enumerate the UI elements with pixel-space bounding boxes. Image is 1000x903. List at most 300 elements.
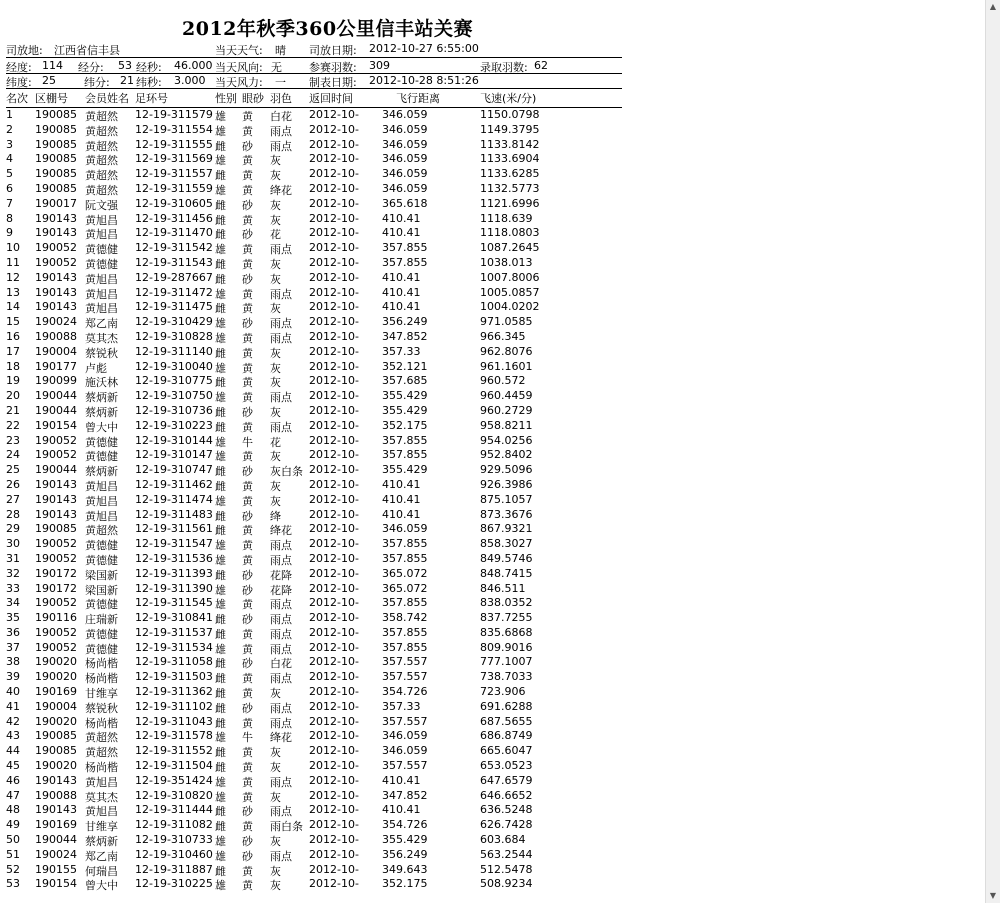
cell-sex: 雌 <box>215 672 226 686</box>
cell-rank: 32 <box>6 566 20 580</box>
cell-rank: 53 <box>6 877 20 891</box>
cell-sex: 雌 <box>215 627 226 641</box>
cell-loft: 190085 <box>35 137 77 151</box>
cell-sex: 雌 <box>215 302 226 316</box>
cell-member: 黄超然 <box>85 169 118 183</box>
cell-sex: 雌 <box>215 257 226 271</box>
cell-eye: 黄 <box>242 879 253 893</box>
cell-loft: 190020 <box>35 759 77 773</box>
longitude-label: 经度: <box>6 61 32 74</box>
cell-ring: 12-19-287667 <box>135 270 213 284</box>
cell-ring: 12-19-310820 <box>135 788 213 802</box>
cell-return-time: 2012-10- <box>309 847 359 861</box>
cell-ring: 12-19-311140 <box>135 344 213 358</box>
cell-rank: 46 <box>6 773 20 787</box>
table-row <box>6 774 626 789</box>
cell-loft: 190085 <box>35 729 77 743</box>
cell-ring: 12-19-311043 <box>135 714 213 728</box>
cell-ring: 12-19-310775 <box>135 374 213 388</box>
cell-loft: 190154 <box>35 877 77 891</box>
cell-member: 蔡炳新 <box>85 391 118 405</box>
cell-return-time: 2012-10- <box>309 833 359 847</box>
cell-color: 绛花 <box>270 183 292 197</box>
cell-eye: 砂 <box>242 849 253 863</box>
cell-rank: 30 <box>6 537 20 551</box>
cell-rank: 6 <box>6 181 13 195</box>
cell-color: 绛花 <box>270 524 292 538</box>
cell-sex: 雄 <box>215 775 226 789</box>
cell-ring: 12-19-310605 <box>135 196 213 210</box>
cell-distance: 410.41 <box>382 300 421 314</box>
cell-distance: 356.249 <box>382 847 428 861</box>
cell-eye: 黄 <box>242 213 253 227</box>
cell-return-time: 2012-10- <box>309 596 359 610</box>
cell-member: 曾大中 <box>85 420 118 434</box>
cell-eye: 砂 <box>242 198 253 212</box>
cell-return-time: 2012-10- <box>309 433 359 447</box>
cell-rank: 48 <box>6 803 20 817</box>
cell-ring: 12-19-310429 <box>135 315 213 329</box>
cell-speed: 1118.639 <box>480 211 533 225</box>
cell-eye: 砂 <box>242 613 253 627</box>
cell-loft: 190024 <box>35 315 77 329</box>
cell-ring: 12-19-311537 <box>135 625 213 639</box>
cell-loft: 190085 <box>35 108 77 121</box>
cell-loft: 190169 <box>35 818 77 832</box>
cell-distance: 346.059 <box>382 108 428 121</box>
table-row <box>6 167 626 182</box>
table-row <box>6 759 626 774</box>
cell-distance: 346.059 <box>382 167 428 181</box>
cell-member: 黄旭昌 <box>85 509 118 523</box>
cell-ring: 12-19-311456 <box>135 211 213 225</box>
cell-speed: 603.684 <box>480 833 526 847</box>
cell-eye: 砂 <box>242 568 253 582</box>
cell-ring: 12-19-310223 <box>135 418 213 432</box>
header-member: 会员姓名 <box>85 92 129 105</box>
cell-color: 灰 <box>270 376 281 390</box>
wind-force-label: 当天风力: <box>215 76 263 89</box>
cell-eye: 黄 <box>242 598 253 612</box>
cell-speed: 960.572 <box>480 374 526 388</box>
cell-eye: 黄 <box>242 361 253 375</box>
cell-distance: 357.855 <box>382 241 428 255</box>
cell-loft: 190052 <box>35 640 77 654</box>
cell-eye: 黄 <box>242 790 253 804</box>
table-row <box>6 197 626 212</box>
table-row <box>6 537 626 552</box>
cell-ring: 12-19-311362 <box>135 685 213 699</box>
cell-rank: 13 <box>6 285 20 299</box>
cell-member: 庄瑞新 <box>85 613 118 627</box>
cell-ring: 12-19-351424 <box>135 773 213 787</box>
cell-eye: 黄 <box>242 420 253 434</box>
cell-distance: 357.557 <box>382 714 428 728</box>
cell-distance: 346.059 <box>382 137 428 151</box>
cell-ring: 12-19-311470 <box>135 226 213 240</box>
cell-eye: 黄 <box>242 479 253 493</box>
cell-sex: 雌 <box>215 465 226 479</box>
cell-sex: 雌 <box>215 198 226 212</box>
release-date: 2012-10-27 6:55:00 <box>369 42 479 55</box>
table-row <box>6 789 626 804</box>
cell-sex: 雄 <box>215 110 226 123</box>
cell-color: 灰 <box>270 346 281 360</box>
cell-sex: 雄 <box>215 331 226 345</box>
cell-color: 雨点 <box>270 420 292 434</box>
table-row <box>6 803 626 818</box>
cell-rank: 5 <box>6 167 13 181</box>
cell-distance: 357.557 <box>382 670 428 684</box>
cell-speed: 838.0352 <box>480 596 533 610</box>
cell-sex: 雌 <box>215 169 226 183</box>
cell-ring: 12-19-311561 <box>135 522 213 536</box>
longitude-sec-label: 经秒: <box>136 61 162 74</box>
cell-distance: 355.429 <box>382 463 428 477</box>
cell-sex: 雄 <box>215 361 226 375</box>
table-row <box>6 863 626 878</box>
cell-color: 雨点 <box>270 775 292 789</box>
cell-return-time: 2012-10- <box>309 640 359 654</box>
cell-rank: 11 <box>6 255 20 269</box>
cell-rank: 15 <box>6 315 20 329</box>
cell-ring: 12-19-311058 <box>135 655 213 669</box>
cell-return-time: 2012-10- <box>309 122 359 136</box>
cell-ring: 12-19-311552 <box>135 744 213 758</box>
info-row-latitude <box>6 74 622 89</box>
table-row <box>6 152 626 167</box>
cell-speed: 966.345 <box>480 329 526 343</box>
cell-eye: 黄 <box>242 716 253 730</box>
cell-rank: 21 <box>6 403 20 417</box>
cell-ring: 12-19-311462 <box>135 477 213 491</box>
cell-sex: 雄 <box>215 450 226 464</box>
cell-color: 灰 <box>270 494 281 508</box>
cell-ring: 12-19-310747 <box>135 463 213 477</box>
cell-loft: 190085 <box>35 152 77 166</box>
table-row <box>6 463 626 478</box>
cell-color: 雨点 <box>270 672 292 686</box>
cell-eye: 黄 <box>242 287 253 301</box>
cell-loft: 190052 <box>35 255 77 269</box>
header-color: 羽色 <box>270 92 292 105</box>
info-row-release <box>6 42 622 57</box>
cell-rank: 31 <box>6 551 20 565</box>
page-title: 2012年秋季360公里信丰站关赛 <box>182 18 474 40</box>
cell-loft: 190017 <box>35 196 77 210</box>
cell-speed: 846.511 <box>480 581 526 595</box>
cell-speed: 626.7428 <box>480 818 533 832</box>
cell-sex: 雌 <box>215 716 226 730</box>
cell-member: 甘维享 <box>85 820 118 834</box>
cell-rank: 34 <box>6 596 20 610</box>
cell-distance: 355.429 <box>382 403 428 417</box>
table-row <box>6 700 626 715</box>
cell-return-time: 2012-10- <box>309 418 359 432</box>
latitude-sec-label: 纬秒: <box>136 76 162 89</box>
cell-sex: 雌 <box>215 820 226 834</box>
cell-color: 雨点 <box>270 627 292 641</box>
cell-return-time: 2012-10- <box>309 611 359 625</box>
cell-speed: 1133.6904 <box>480 152 540 166</box>
cell-ring: 12-19-311569 <box>135 152 213 166</box>
cell-speed: 646.6652 <box>480 788 533 802</box>
cell-speed: 1087.2645 <box>480 241 540 255</box>
table-row <box>6 715 626 730</box>
cell-return-time: 2012-10- <box>309 477 359 491</box>
table-row <box>6 300 626 315</box>
header-ring: 足环号 <box>135 92 168 105</box>
cell-color: 灰 <box>270 687 281 701</box>
cell-distance: 410.41 <box>382 285 421 299</box>
cell-speed: 1133.8142 <box>480 137 540 151</box>
cell-eye: 砂 <box>242 228 253 242</box>
cell-sex: 雄 <box>215 790 226 804</box>
cell-return-time: 2012-10- <box>309 463 359 477</box>
cell-distance: 357.855 <box>382 640 428 654</box>
cell-sex: 雌 <box>215 524 226 538</box>
cell-sex: 雌 <box>215 613 226 627</box>
header-speed: 飞速(米/分) <box>480 92 537 105</box>
cell-return-time: 2012-10- <box>309 699 359 713</box>
cell-eye: 黄 <box>242 257 253 271</box>
cell-color: 灰 <box>270 198 281 212</box>
cell-member: 甘维享 <box>85 687 118 701</box>
divider <box>6 57 622 58</box>
cell-member: 黄德健 <box>85 642 118 656</box>
cell-color: 灰 <box>270 450 281 464</box>
cell-speed: 962.8076 <box>480 344 533 358</box>
cell-sex: 雄 <box>215 391 226 405</box>
table-row <box>6 833 626 848</box>
cell-member: 莫其杰 <box>85 790 118 804</box>
cell-speed: 1007.8006 <box>480 270 540 284</box>
cell-return-time: 2012-10- <box>309 329 359 343</box>
cell-ring: 12-19-311503 <box>135 670 213 684</box>
cell-sex: 雄 <box>215 183 226 197</box>
cell-distance: 346.059 <box>382 744 428 758</box>
cell-member: 黄德健 <box>85 627 118 641</box>
cell-ring: 12-19-311534 <box>135 640 213 654</box>
cell-eye: 砂 <box>242 465 253 479</box>
cell-eye: 黄 <box>242 376 253 390</box>
cell-distance: 410.41 <box>382 492 421 506</box>
cell-return-time: 2012-10- <box>309 803 359 817</box>
cell-member: 杨尚楷 <box>85 716 118 730</box>
cell-return-time: 2012-10- <box>309 818 359 832</box>
cell-eye: 黄 <box>242 391 253 405</box>
cell-eye: 砂 <box>242 272 253 286</box>
cell-return-time: 2012-10- <box>309 551 359 565</box>
cell-rank: 39 <box>6 670 20 684</box>
latitude-label: 纬度: <box>6 76 32 89</box>
cell-rank: 38 <box>6 655 20 669</box>
cell-color: 雨点 <box>270 317 292 331</box>
cell-ring: 12-19-310460 <box>135 847 213 861</box>
table-row <box>6 478 626 493</box>
cell-rank: 18 <box>6 359 20 373</box>
table-row <box>6 434 626 449</box>
cell-distance: 357.557 <box>382 655 428 669</box>
cell-rank: 25 <box>6 463 20 477</box>
cell-member: 黄德健 <box>85 450 118 464</box>
cell-return-time: 2012-10- <box>309 374 359 388</box>
table-row <box>6 286 626 301</box>
cell-speed: 738.7033 <box>480 670 533 684</box>
cell-eye: 黄 <box>242 761 253 775</box>
table-row <box>6 611 626 626</box>
scroll-up-icon[interactable]: ▲ <box>986 0 1000 14</box>
cell-distance: 346.059 <box>382 122 428 136</box>
cell-eye: 牛 <box>242 435 253 449</box>
cell-rank: 8 <box>6 211 13 225</box>
cell-return-time: 2012-10- <box>309 862 359 876</box>
cell-color: 花 <box>270 435 281 449</box>
cell-member: 郑乙南 <box>85 849 118 863</box>
cell-speed: 960.4459 <box>480 389 533 403</box>
weather-value: 晴 <box>275 44 286 57</box>
table-row <box>6 360 626 375</box>
cell-sex: 雌 <box>215 272 226 286</box>
cell-ring: 12-19-311483 <box>135 507 213 521</box>
scroll-down-icon[interactable]: ▼ <box>986 889 1000 903</box>
table-row <box>6 670 626 685</box>
cell-return-time: 2012-10- <box>309 285 359 299</box>
cell-return-time: 2012-10- <box>309 255 359 269</box>
cell-rank: 47 <box>6 788 20 802</box>
cell-rank: 29 <box>6 522 20 536</box>
cell-rank: 14 <box>6 300 20 314</box>
cell-loft: 190085 <box>35 167 77 181</box>
cell-eye: 黄 <box>242 775 253 789</box>
cell-speed: 647.6579 <box>480 773 533 787</box>
cell-loft: 190154 <box>35 418 77 432</box>
cell-loft: 190052 <box>35 241 77 255</box>
cell-sex: 雄 <box>215 731 226 745</box>
cell-loft: 190143 <box>35 773 77 787</box>
cell-rank: 7 <box>6 196 13 210</box>
cell-speed: 961.1601 <box>480 359 533 373</box>
table-row <box>6 744 626 759</box>
table-row <box>6 138 626 153</box>
cell-rank: 23 <box>6 433 20 447</box>
cell-sex: 雌 <box>215 479 226 493</box>
cell-speed: 848.7415 <box>480 566 533 580</box>
cell-speed: 849.5746 <box>480 551 533 565</box>
cell-speed: 837.7255 <box>480 611 533 625</box>
latitude-sec-value: 3.000 <box>174 74 206 87</box>
cell-distance: 365.618 <box>382 196 428 210</box>
release-place: 江西省信丰县 <box>54 44 120 57</box>
longitude-min-label: 经分: <box>78 61 104 74</box>
cell-ring: 12-19-310828 <box>135 329 213 343</box>
release-date-label: 司放日期: <box>309 44 357 57</box>
table-row <box>6 877 626 892</box>
cell-eye: 黄 <box>242 154 253 168</box>
cell-color: 灰 <box>270 864 281 878</box>
cell-sex: 雌 <box>215 213 226 227</box>
cell-return-time: 2012-10- <box>309 211 359 225</box>
cell-rank: 49 <box>6 818 20 832</box>
cell-distance: 358.742 <box>382 611 428 625</box>
cell-speed: 1121.6996 <box>480 196 540 210</box>
cell-speed: 1004.0202 <box>480 300 540 314</box>
cell-color: 雨点 <box>270 613 292 627</box>
cell-color: 雨点 <box>270 539 292 553</box>
cell-color: 雨点 <box>270 805 292 819</box>
cell-distance: 352.175 <box>382 418 428 432</box>
cell-rank: 27 <box>6 492 20 506</box>
header-eye: 眼砂 <box>242 92 264 105</box>
cell-distance: 352.121 <box>382 359 428 373</box>
cell-eye: 黄 <box>242 820 253 834</box>
cell-color: 雨点 <box>270 849 292 863</box>
cell-member: 黄超然 <box>85 731 118 745</box>
cell-speed: 1150.0798 <box>480 108 540 121</box>
wind-dir-value: 无 <box>271 61 282 74</box>
cell-member: 施沃林 <box>85 376 118 390</box>
cell-member: 黄德健 <box>85 553 118 567</box>
cell-loft: 190052 <box>35 596 77 610</box>
cell-return-time: 2012-10- <box>309 729 359 743</box>
cell-speed: 508.9234 <box>480 877 533 891</box>
table-row <box>6 108 626 123</box>
cell-ring: 12-19-311393 <box>135 566 213 580</box>
cell-return-time: 2012-10- <box>309 670 359 684</box>
cell-eye: 黄 <box>242 243 253 257</box>
cell-eye: 黄 <box>242 331 253 345</box>
cell-return-time: 2012-10- <box>309 625 359 639</box>
cell-speed: 1005.0857 <box>480 285 540 299</box>
cell-loft: 190172 <box>35 566 77 580</box>
cell-color: 灰白条 <box>270 465 303 479</box>
cell-eye: 黄 <box>242 642 253 656</box>
cell-member: 黄德健 <box>85 539 118 553</box>
cell-sex: 雌 <box>215 701 226 715</box>
cell-eye: 砂 <box>242 405 253 419</box>
cell-member: 蔡炳新 <box>85 405 118 419</box>
cell-return-time: 2012-10- <box>309 773 359 787</box>
cell-member: 黄德健 <box>85 598 118 612</box>
cell-rank: 51 <box>6 847 20 861</box>
cell-distance: 357.685 <box>382 374 428 388</box>
cell-speed: 929.5096 <box>480 463 533 477</box>
cell-member: 蔡锐秋 <box>85 346 118 360</box>
release-place-label: 司放地: <box>6 44 43 57</box>
cell-ring: 12-19-311543 <box>135 255 213 269</box>
cell-color: 雨点 <box>270 598 292 612</box>
cell-rank: 2 <box>6 122 13 136</box>
header-sex: 性别 <box>215 92 237 105</box>
cell-rank: 36 <box>6 625 20 639</box>
table-row <box>6 567 626 582</box>
cell-loft: 190052 <box>35 433 77 447</box>
cell-member: 黄旭昌 <box>85 479 118 493</box>
cell-distance: 410.41 <box>382 211 421 225</box>
cell-distance: 354.726 <box>382 685 428 699</box>
vertical-scrollbar[interactable] <box>985 0 1000 903</box>
cell-member: 黄超然 <box>85 524 118 538</box>
cell-return-time: 2012-10- <box>309 389 359 403</box>
cell-sex: 雌 <box>215 864 226 878</box>
cell-return-time: 2012-10- <box>309 759 359 773</box>
cell-rank: 26 <box>6 477 20 491</box>
cell-color: 雨点 <box>270 716 292 730</box>
cell-rank: 45 <box>6 759 20 773</box>
cell-eye: 黄 <box>242 494 253 508</box>
cell-eye: 黄 <box>242 169 253 183</box>
table-row <box>6 389 626 404</box>
